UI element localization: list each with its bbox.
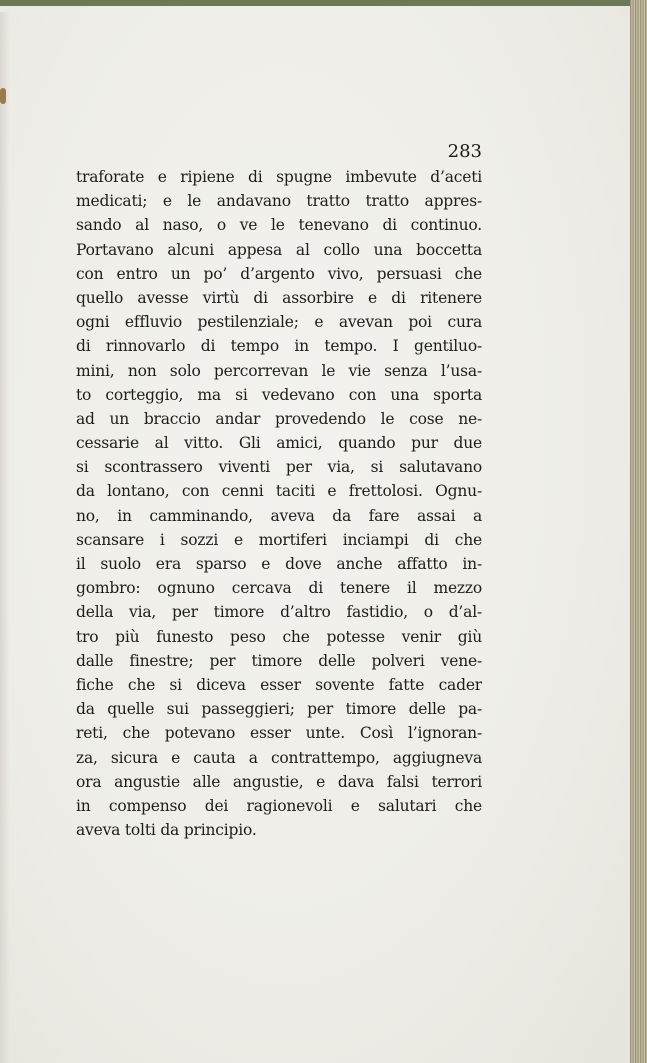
- body-text: [76, 165, 482, 842]
- text-line: quello avesse virtù di assorbire e di ritenere: [76, 288, 482, 307]
- text-line: della via, per timore d’altro fastidio, o d’al-: [76, 603, 482, 622]
- spine-shadow: [0, 12, 10, 1063]
- text-line: sando al naso, o ve le tenevano di continuo.: [76, 216, 482, 235]
- text-line: con entro un po’ d’argento vivo, persuasi che: [76, 264, 482, 283]
- text-line: ora angustie alle angustie, e dava falsi terrori: [76, 772, 482, 791]
- text-line: ad un braccio andar provedendo le cose ne-: [76, 409, 482, 428]
- page-edge: [630, 0, 647, 1063]
- text-line: in compenso dei ragionevoli e salutari che: [76, 796, 482, 815]
- page-number: 283: [447, 141, 482, 162]
- text-line: za, sicura e cauta a contrattempo, aggiugneva: [76, 748, 482, 767]
- text-line: Portavano alcuni appesa al collo una boccetta: [76, 240, 482, 259]
- text-line: to corteggio, ma si vedevano con una sporta: [76, 385, 482, 404]
- text-line: scansare i sozzi e mortiferi inciampi di che: [76, 530, 482, 549]
- text-line: traforate e ripiene di spugne imbevute d’aceti: [76, 168, 482, 186]
- text-line: gombro: ognuno cercava di tenere il mezzo: [76, 579, 482, 598]
- text-line-last: aveva tolti da principio.: [76, 821, 257, 840]
- text-line: fiche che si diceva esser sovente fatte cader: [76, 675, 482, 694]
- text-line: si scontrassero viventi per via, si salutavano: [76, 458, 482, 477]
- text-line: mini, non solo percorrevan le vie senza l’usa-: [76, 361, 482, 380]
- text-line: ogni effluvio pestilenziale; e avevan poi cura: [76, 313, 482, 332]
- text-line: dalle finestre; per timore delle polveri vene-: [76, 651, 482, 670]
- text-line: il suolo era sparso e dove anche affatto in-: [76, 555, 482, 573]
- foxing-stain: [0, 88, 6, 104]
- text-line: da lontano, con cenni taciti e frettolosi. Ognu-: [76, 482, 482, 501]
- text-line: no, in camminando, aveva da fare assai a: [76, 506, 482, 525]
- text-line: da quelle sui passeggieri; per timore delle pa-: [76, 700, 482, 719]
- text-line: medicati; e le andavano tratto tratto appres-: [76, 192, 482, 211]
- text-line: cessarie al vitto. Gli amici, quando pur due: [76, 434, 482, 453]
- text-line: di rinnovarlo di tempo in tempo. I gentiluo-: [76, 337, 482, 356]
- text-line: tro più funesto peso che potesse venir giù: [76, 627, 482, 646]
- text-line: reti, che potevano esser unte. Così l’ignoran-: [76, 724, 482, 743]
